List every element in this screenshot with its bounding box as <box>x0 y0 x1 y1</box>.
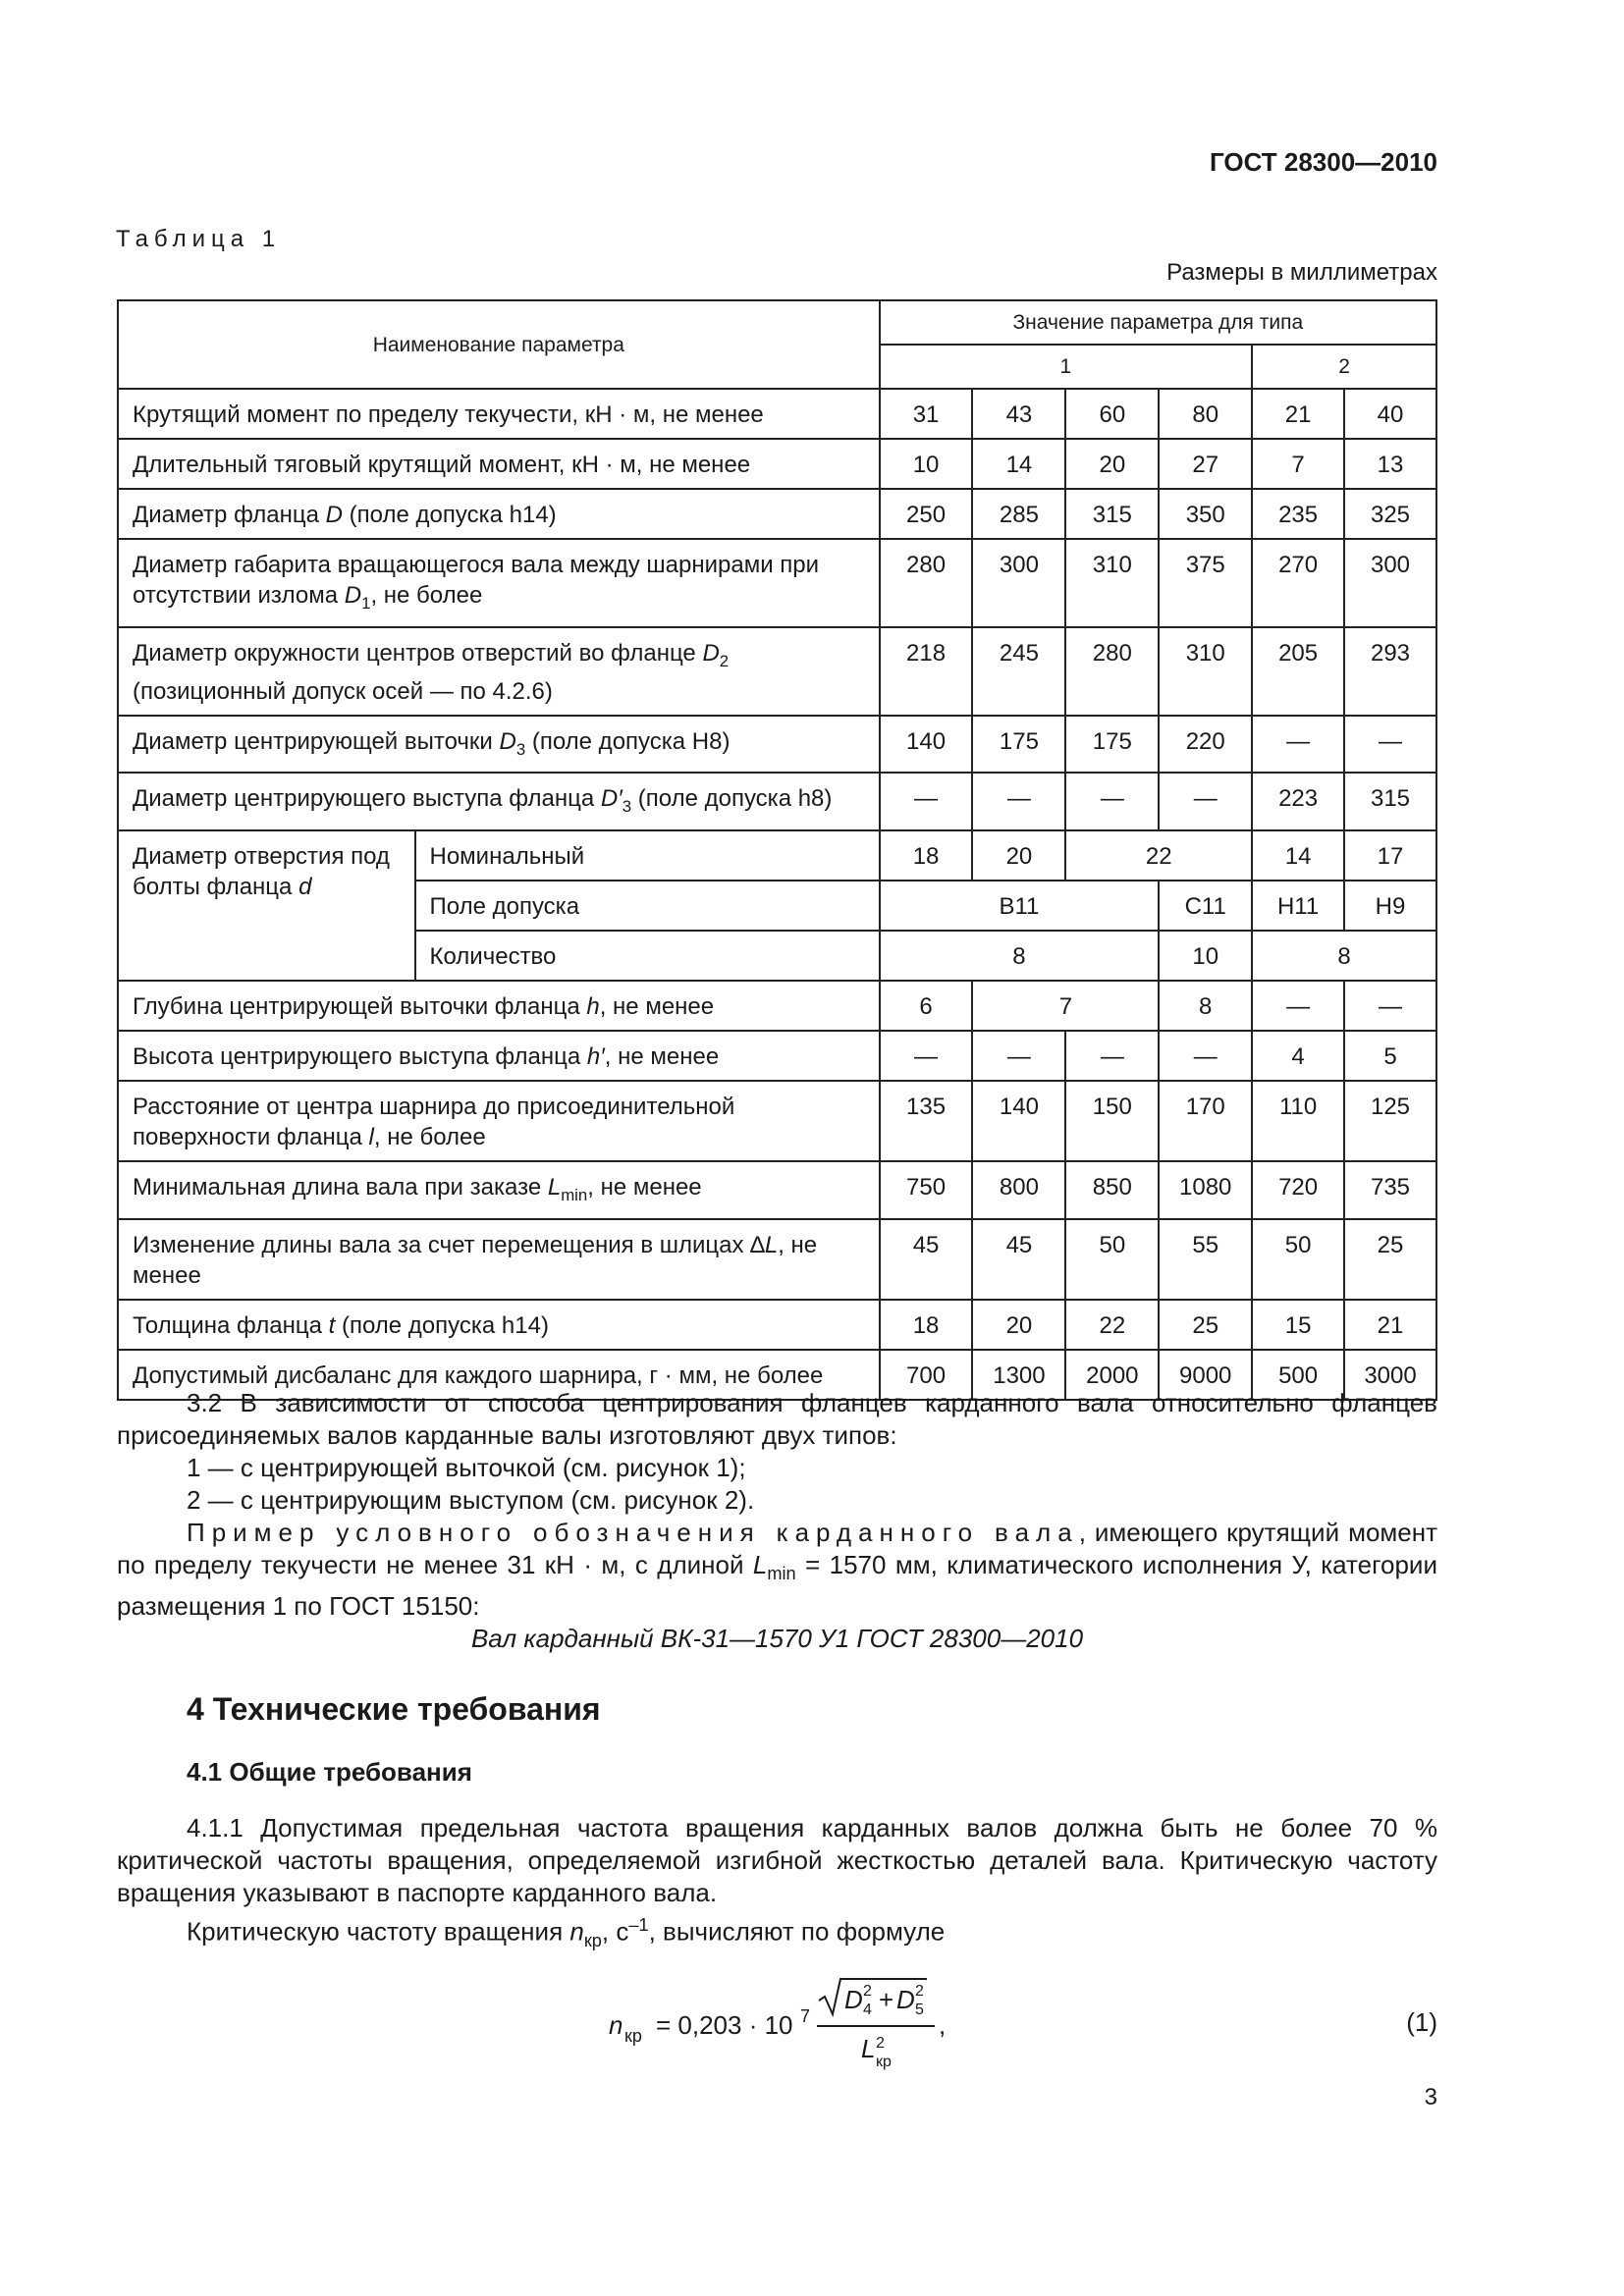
row-label: Допустимый дисбаланс для каждого шарнира, г · мм, не более <box>118 1350 880 1400</box>
table-cell: 750 <box>880 1161 973 1219</box>
table-row <box>118 1300 1436 1350</box>
table-cell: 6 <box>880 981 973 1031</box>
table-cell: — <box>1065 1031 1159 1081</box>
row-label: Минимальная длина вала при заказе $L_{min}$, не менее <box>118 1161 880 1219</box>
table-cell: 280 <box>1065 627 1159 716</box>
table-cell: 300 <box>972 539 1065 627</box>
row-label: Глубина центрирующей выточки фланца h, не менее <box>118 981 880 1031</box>
table-cell: 25 <box>1344 1219 1436 1300</box>
table-row <box>118 1219 1436 1300</box>
table-cell: H9 <box>1344 881 1436 931</box>
formula-plus: + <box>879 1985 894 2014</box>
designation-example-paragraph: Пример условного обозначения карданного вала, имеющего крутящий момент по пределу текучести не менее 31 кН · м, с длиной $L_{min} = 1570$ мм, климатического исполнения У, категории размещения 1 по ГОСТ 15150: <box>117 1518 1438 1622</box>
table-row <box>118 489 1436 539</box>
table-cell: — <box>1159 773 1252 830</box>
table-cell: 140 <box>972 1081 1065 1161</box>
table-cell: 1080 <box>1159 1161 1252 1219</box>
header-type-1: 1 <box>880 345 1253 389</box>
row-label: Крутящий момент по пределу текучести, кН · м, не менее <box>118 389 880 439</box>
table-cell: 700 <box>880 1350 973 1400</box>
table-cell: 15 <box>1252 1300 1344 1350</box>
formula-l-symbol: L <box>861 2034 876 2063</box>
table-cell: 315 <box>1065 489 1159 539</box>
formula-lhs-symbol: n <box>609 2010 623 2040</box>
table-cell: — <box>1252 981 1344 1031</box>
table-cell: 375 <box>1159 539 1252 627</box>
table-cell: 10 <box>880 439 973 489</box>
example-heading: Пример условного обозначения карданного вала <box>187 1518 1079 1547</box>
table-cell: 45 <box>880 1219 973 1300</box>
table-units-note: Размеры в миллиметрах <box>1166 259 1437 286</box>
table-row <box>118 830 1436 881</box>
table-cell: 310 <box>1159 627 1252 716</box>
table-cell: 350 <box>1159 489 1252 539</box>
table-cell: 175 <box>1065 716 1159 774</box>
table-cell: — <box>880 773 973 830</box>
table-cell: 5 <box>1344 1031 1436 1081</box>
table-cell: 235 <box>1252 489 1344 539</box>
formula-d5-symbol: D <box>896 1985 915 2014</box>
formula-intro: Критическую частоту вращения $n_{кр}$, $с^{-1}$, вычисляют по формуле <box>187 1915 946 1950</box>
table-cell: 140 <box>880 716 973 774</box>
row-label: Диаметр центрирующего выступа фланца $D'_3$ (поле допуска h8) <box>118 773 880 830</box>
header-type-2: 2 <box>1252 345 1436 389</box>
table-cell: 45 <box>972 1219 1065 1300</box>
parameters-table <box>117 299 1437 1401</box>
table-cell: B11 <box>880 881 1160 931</box>
row-label: Изменение длины вала за счет перемещения в шлицах ∆L, не менее <box>118 1219 880 1300</box>
table-cell: 43 <box>972 389 1065 439</box>
table-header-row <box>118 300 1436 345</box>
table-cell: 285 <box>972 489 1065 539</box>
table-cell: H11 <box>1252 881 1344 931</box>
table-cell: 50 <box>1065 1219 1159 1300</box>
section-4-1-title: 4.1 Общие требования <box>187 1757 472 1787</box>
row-label: Высота центрирующего выступа фланца h′, не менее <box>118 1031 880 1081</box>
table-cell: 8 <box>1159 981 1252 1031</box>
row-label: Диаметр габарита вращающегося вала между шарнирами при отсутствии излома $D_1$, не более <box>118 539 880 627</box>
table-cell: 18 <box>880 1300 973 1350</box>
table-cell: 7 <box>972 981 1159 1031</box>
header-value-for-type: Значение параметра для типа <box>880 300 1436 345</box>
formula-l-subscript: кр <box>876 2054 892 2070</box>
table-cell: 293 <box>1344 627 1436 716</box>
table-cell: 800 <box>972 1161 1065 1219</box>
section-4-1-text <box>117 1812 1437 1957</box>
table-cell: 315 <box>1344 773 1436 830</box>
table-cell: 218 <box>880 627 973 716</box>
table-cell: 8 <box>1252 931 1436 981</box>
table-cell: 13 <box>1344 439 1436 489</box>
table-cell: 14 <box>972 439 1065 489</box>
table-row <box>118 1081 1436 1161</box>
row-label: Диаметр фланца D (поле допуска h14) <box>118 489 880 539</box>
formula-d5-subscript: 5 <box>915 2002 924 2018</box>
critical-speed-formula <box>609 1973 982 2088</box>
table-cell: 22 <box>1065 830 1252 881</box>
type-1-item: 1 — с центрирующей выточкой (см. рисунок 1); <box>187 1453 746 1482</box>
table-cell: — <box>1344 716 1436 774</box>
table-cell: 325 <box>1344 489 1436 539</box>
table-row <box>118 716 1436 774</box>
table-cell: 10 <box>1159 931 1252 981</box>
formula-d4-symbol: D <box>844 1985 863 2014</box>
table-cell: 223 <box>1252 773 1344 830</box>
table-cell: 175 <box>972 716 1065 774</box>
row-label: Толщина фланца t (поле допуска h14) <box>118 1300 880 1350</box>
table-cell: — <box>880 1031 973 1081</box>
document-code: ГОСТ 28300—2010 <box>1210 147 1437 177</box>
table-cell: 40 <box>1344 389 1436 439</box>
formula-lhs-subscript: кр <box>624 2026 642 2046</box>
table-cell: 270 <box>1252 539 1344 627</box>
table-row <box>118 539 1436 627</box>
table-row <box>118 773 1436 830</box>
table-cell: 3000 <box>1344 1350 1436 1400</box>
table-row <box>118 1161 1436 1219</box>
designation-example: Вал карданный ВК-31—1570 У1 ГОСТ 28300—2010 <box>470 1624 1084 1654</box>
table-cell: 220 <box>1159 716 1252 774</box>
table-cell: 8 <box>880 931 1160 981</box>
paragraph-4-1-1: 4.1.1 Допустимая предельная частота вращения карданных валов должна быть не более 70 % критической частоты вращения, определяемой изгибной жесткостью деталей вала. Критическую частоту вращения указывают в паспорте карданного вала. <box>117 1813 1437 1907</box>
table-cell: C11 <box>1159 881 1252 931</box>
table-cell: — <box>1344 981 1436 1031</box>
table-cell: 170 <box>1159 1081 1252 1161</box>
table-cell: — <box>1159 1031 1252 1081</box>
table-cell: 1300 <box>972 1350 1065 1400</box>
formula-l-superscript: 2 <box>876 2035 885 2052</box>
page-number: 3 <box>1424 2084 1437 2110</box>
row-label: Расстояние от центра шарнира до присоединительной поверхности фланца l, не более <box>118 1081 880 1161</box>
formula-comma: , <box>939 2010 947 2040</box>
table-cell: 850 <box>1065 1161 1159 1219</box>
formula-d4-subscript: 4 <box>863 2002 872 2018</box>
formula-d5-superscript: 2 <box>915 1983 924 2000</box>
formula-exponent: 7 <box>800 2006 811 2026</box>
table-cell: 31 <box>880 389 973 439</box>
section-4-title: 4 Технические требования <box>187 1691 601 1727</box>
table-cell: 135 <box>880 1081 973 1161</box>
table-cell: 50 <box>1252 1219 1344 1300</box>
table-cell: 245 <box>972 627 1065 716</box>
row-sub-label: Поле допуска <box>415 881 880 931</box>
table-cell: 310 <box>1065 539 1159 627</box>
table-cell: — <box>972 1031 1065 1081</box>
table-cell: 60 <box>1065 389 1159 439</box>
table-cell: 110 <box>1252 1081 1344 1161</box>
table-cell: 300 <box>1344 539 1436 627</box>
table-cell: 17 <box>1344 830 1436 881</box>
row-sub-label: Номинальный <box>415 830 880 881</box>
header-param-name: Наименование параметра <box>118 300 880 389</box>
paragraph-3-2: 3.2 В зависимости от способа центрирования фланцев карданного вала относительно фланцев присоединяемых валов карданные валы изготовляют двух типов: <box>117 1388 1437 1450</box>
table-row <box>118 627 1436 716</box>
table-cell: — <box>972 773 1065 830</box>
formula-number: (1) <box>1406 2007 1437 2037</box>
table-cell: 20 <box>972 1300 1065 1350</box>
formula-graphic <box>609 1973 982 2081</box>
table-cell: 22 <box>1065 1300 1159 1350</box>
table-cell: 4 <box>1252 1031 1344 1081</box>
table-cell: 27 <box>1159 439 1252 489</box>
table-cell: 720 <box>1252 1161 1344 1219</box>
row-sub-label: Количество <box>415 931 880 981</box>
table-row <box>118 389 1436 439</box>
table-cell: 55 <box>1159 1219 1252 1300</box>
table-cell: 7 <box>1252 439 1344 489</box>
table-row <box>118 1031 1436 1081</box>
table-cell: 735 <box>1344 1161 1436 1219</box>
table-cell: 21 <box>1252 389 1344 439</box>
table-cell: 280 <box>880 539 973 627</box>
table-cell: 80 <box>1159 389 1252 439</box>
table-cell: 21 <box>1344 1300 1436 1350</box>
row-group-label: Диаметр отверстия под болты фланца d <box>118 830 415 981</box>
table-cell: 20 <box>972 830 1065 881</box>
table-label: Таблица 1 <box>116 226 282 252</box>
table-cell: — <box>1065 773 1159 830</box>
row-label: Диаметр окружности центров отверстий во фланце $D_2$ (позиционный допуск осей — по 4.2.6) <box>118 627 880 716</box>
table-cell: 500 <box>1252 1350 1344 1400</box>
section-3-2-text <box>117 1387 1437 1655</box>
table-cell: 20 <box>1065 439 1159 489</box>
table-cell: — <box>1252 716 1344 774</box>
table-cell: 9000 <box>1159 1350 1252 1400</box>
table-row <box>118 981 1436 1031</box>
table-cell: 150 <box>1065 1081 1159 1161</box>
table-cell: 25 <box>1159 1300 1252 1350</box>
table-cell: 14 <box>1252 830 1344 881</box>
table-cell: 2000 <box>1065 1350 1159 1400</box>
formula-coefficient: = 0,203 · 10 <box>656 2010 793 2040</box>
table-cell: 250 <box>880 489 973 539</box>
formula-d4-superscript: 2 <box>863 1983 872 2000</box>
table-cell: 125 <box>1344 1081 1436 1161</box>
table-cell: 18 <box>880 830 973 881</box>
row-label: Диаметр центрирующей выточки $D_3$ (поле допуска H8) <box>118 716 880 774</box>
type-2-item: 2 — с центрирующим выступом (см. рисунок 2). <box>187 1485 755 1515</box>
row-label: Длительный тяговый крутящий момент, кН · м, не менее <box>118 439 880 489</box>
table-row <box>118 439 1436 489</box>
table-cell: 205 <box>1252 627 1344 716</box>
